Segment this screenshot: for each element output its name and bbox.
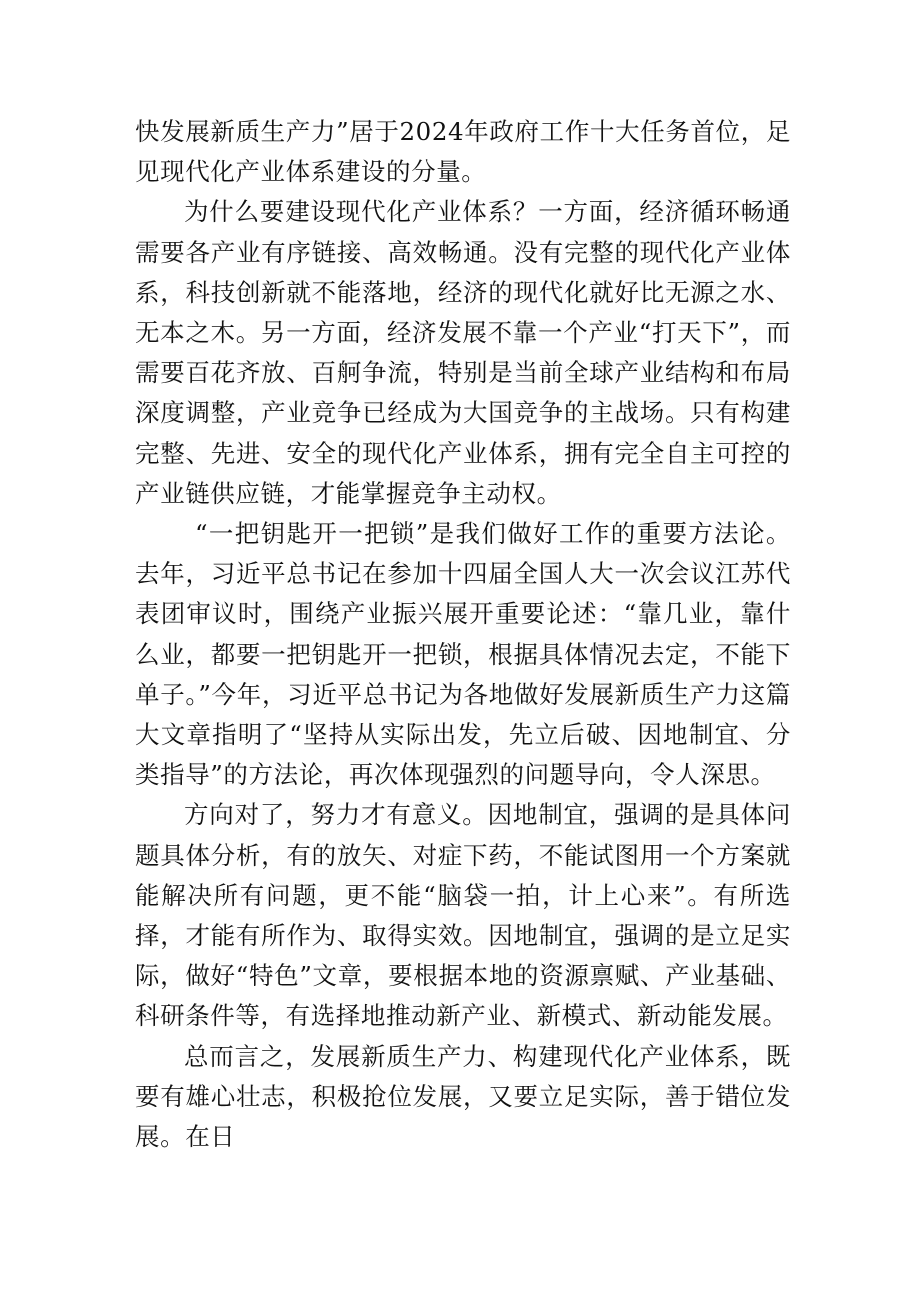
paragraph-why-modern-industry: 为什么要建设现代化产业体系？一方面，经济循环畅通需要各产业有序链接、高效畅通。没有完整的现代化产业体系，科技创新就不能落地，经济的现代化就好比无源之水、无本之木。另一方面，经济发展不靠一个产业“打天下”，而需要百花齐放、百舸争流，特别是当前全球产业结构和布局深度调整，产业竞争已经成为大国竞争的主战场。只有构建完整、先进、安全的现代化产业体系，拥有完全自主可控的产业链供应链，才能掌握竞争主动权。 (135, 197, 791, 508)
paragraph-in-summary: 总而言之，发展新质生产力、构建现代化产业体系，既要有雄心壮志，积极抢位发展，又要立足实际，善于错位发展。在日 (135, 1041, 791, 1152)
paragraph-one-key-one-lock: “一把钥匙开一把锁”是我们做好工作的重要方法论。去年，习近平总书记在参加十四届全国人大一次会议江苏代表团审议时，围绕产业振兴展开重要论述：“靠几业，靠什么业，都要一把钥匙开一把锁，根据具体情况去定，不能下单子。”今年，习近平总书记为各地做好发展新质生产力这篇大文章指明了“坚持从实际出发，先立后破、因地制宜、分类指导”的方法论，再次体现强烈的问题导向，令人深思。 (135, 519, 791, 790)
paragraph-direction: 方向对了，努力才有意义。因地制宜，强调的是具体问题具体分析，有的放矢、对症下药，不能试图用一个方案就能解决所有问题，更不能“脑袋一拍，计上心来”。有所选择，才能有所作为、取得实效。因地制宜，强调的是立足实际，做好“特色”文章，要根据本地的资源禀赋、产业基础、科研条件等，有选择地推动新产业、新模式、新动能发展。 (135, 800, 791, 1031)
paragraph-continued: 快发展新质生产力”居于2024年政府工作十大任务首位，足见现代化产业体系建设的分量。 (135, 117, 791, 187)
document-body (135, 112, 791, 1157)
